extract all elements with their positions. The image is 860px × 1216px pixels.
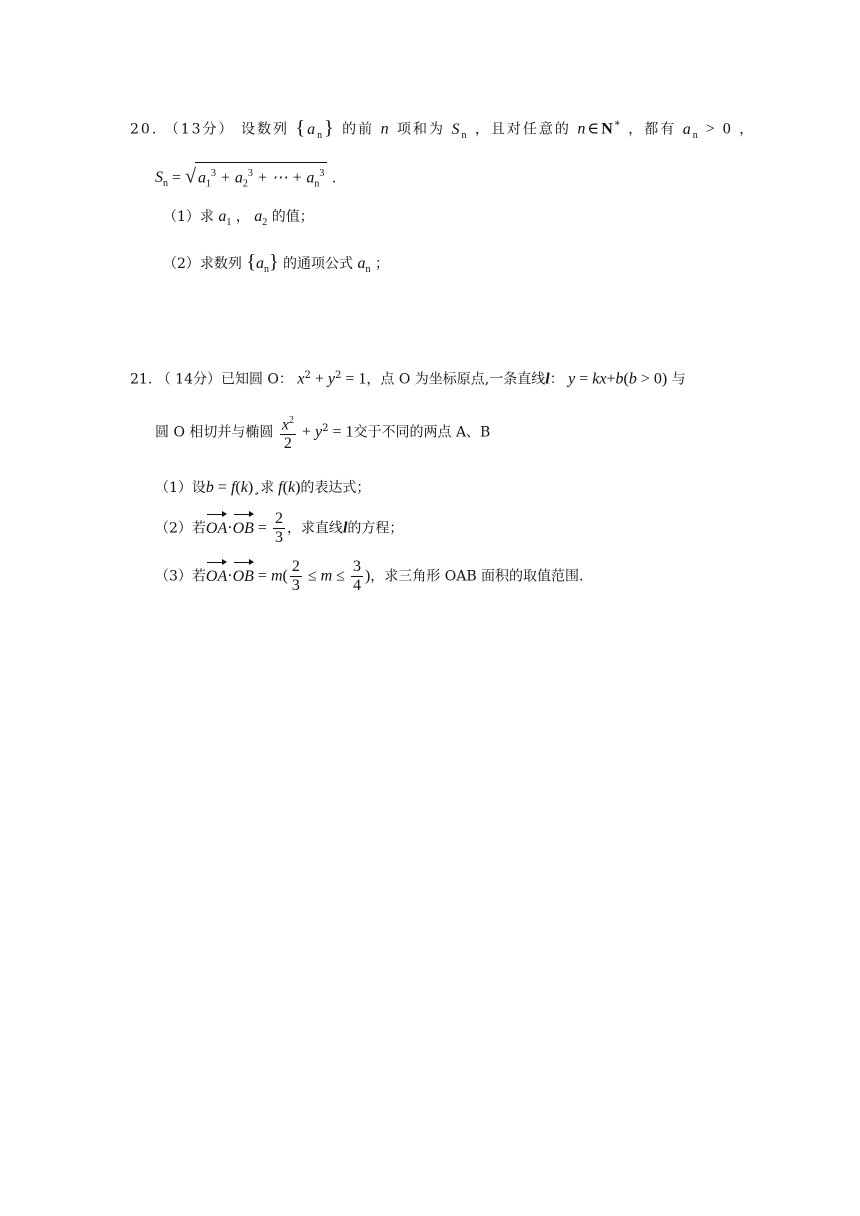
q20-line1: 20. （13分） 设数列 $\{a_n\}$ 的前 n 项和为 $S_n$ ，且对任意的 n∈N* ，都有 $a_n > 0$ ， (130, 116, 756, 141)
q20-sub1: （1）求 $a_1$ ， $a_2$ 的值； (163, 208, 314, 229)
sequence-an: $\{a_n\}$ (295, 116, 336, 141)
q21-number: 21. (130, 371, 153, 388)
q21-sub2: （2）若OA·OB = $\frac{2}{3}$ ，求直线l的方程； (155, 510, 404, 546)
q20-sub2: （2）求数列 $\{a_n\}$ 的通项公式 $a_n$ ； (163, 251, 389, 276)
q20-formula: $S_n$ = √ $a_1^3 + a_2^3$ + ⋯ + $a_n^3$ . (155, 162, 336, 196)
q21-line2: 圆 O 相切并与椭圆 $\frac{x^2}{2}$ + $y^2 = 1$交于不同的两点 A、B (155, 412, 490, 453)
q21-sub3: （3）若OA·OB = m( $\frac{2}{3}$ ≤ m ≤ $\frac{3}{4}$ )，求三角形 OAB 面积的取值范围. (155, 558, 584, 594)
q21-line1: 21. （ 14分）已知圆 O： $x^2 + y^2 = 1$，点 O 为坐标原点,一条直线l： y = kx+b(b > 0) 与 (130, 370, 686, 388)
q21-points: （ 14分） (156, 371, 221, 388)
q21-sub1: （1）设b = f(k)¸求 f(k)的表达式； (155, 479, 371, 496)
q20-number: 20. (130, 121, 159, 138)
q20-points: （13分） (164, 121, 235, 138)
